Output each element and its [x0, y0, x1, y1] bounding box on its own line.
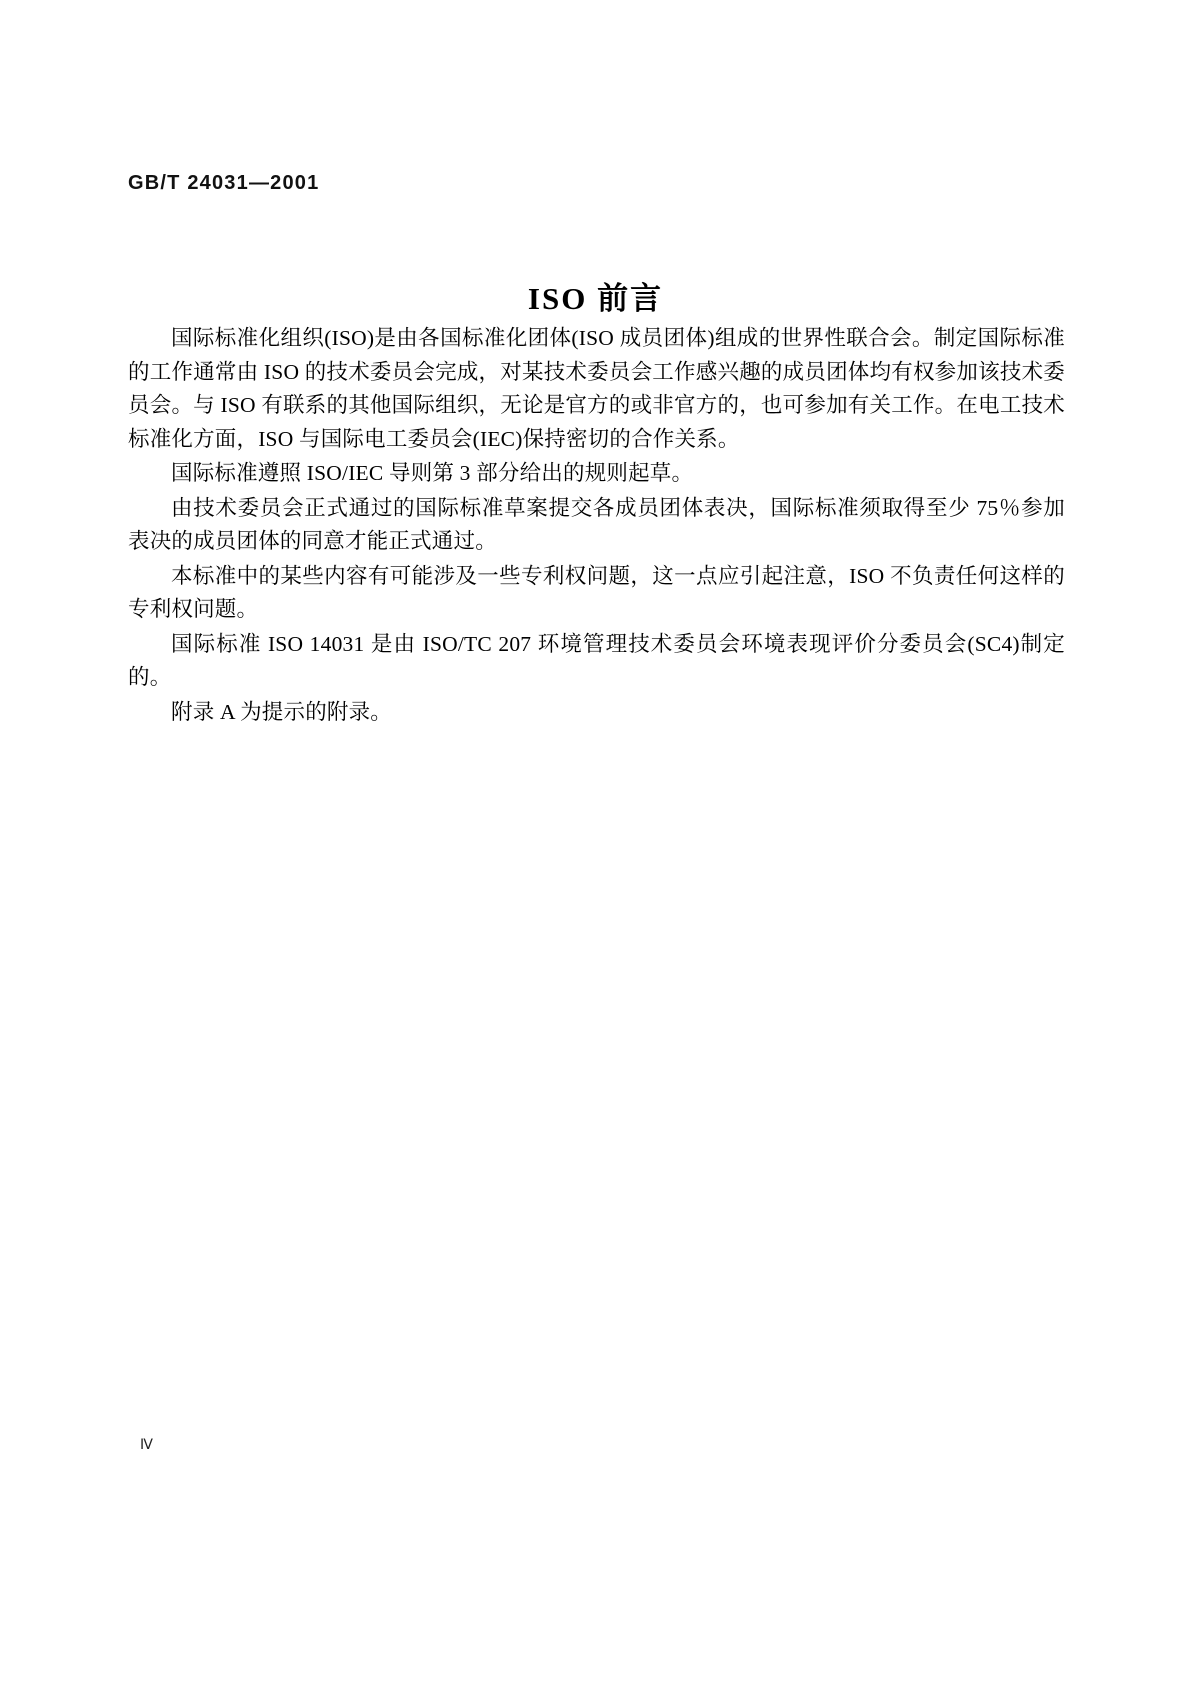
paragraph: 国际标准 ISO 14031 是由 ISO/TC 207 环境管理技术委员会环境表现评价分委员会(SC4)制定的。	[128, 631, 1065, 689]
page-title: ISO 前言	[527, 280, 664, 316]
body-text	[128, 322, 1065, 729]
paragraph: 本标准中的某些内容有可能涉及一些专利权问题，这一点应引起注意，ISO 不负责任何这样的专利权问题。	[128, 563, 1065, 621]
standard-code-header: GB/T 24031—2001	[128, 172, 320, 194]
paragraph: 附录 A 为提示的附录。	[171, 699, 392, 724]
paragraph: 国际标准化组织(ISO)是由各国标准化团体(ISO 成员团体)组成的世界性联合会。制定国际标准的工作通常由 ISO 的技术委员会完成，对某技术委员会工作感兴趣的成员团体均有权参加该技术委员会。与 ISO 有联系的其他国际组织，无论是官方的或非官方的，也可参加有关工作。在电工技术标准化方面，ISO 与国际电工委员会(IEC)保持密切的合作关系。	[128, 326, 1065, 451]
paragraph: 由技术委员会正式通过的国际标准草案提交各成员团体表决，国际标准须取得至少 75％参加表决的成员团体的同意才能正式通过。	[128, 495, 1065, 553]
paragraph: 国际标准遵照 ISO/IEC 导则第 3 部分给出的规则起草。	[171, 461, 694, 485]
page-number: Ⅳ	[140, 1436, 153, 1452]
